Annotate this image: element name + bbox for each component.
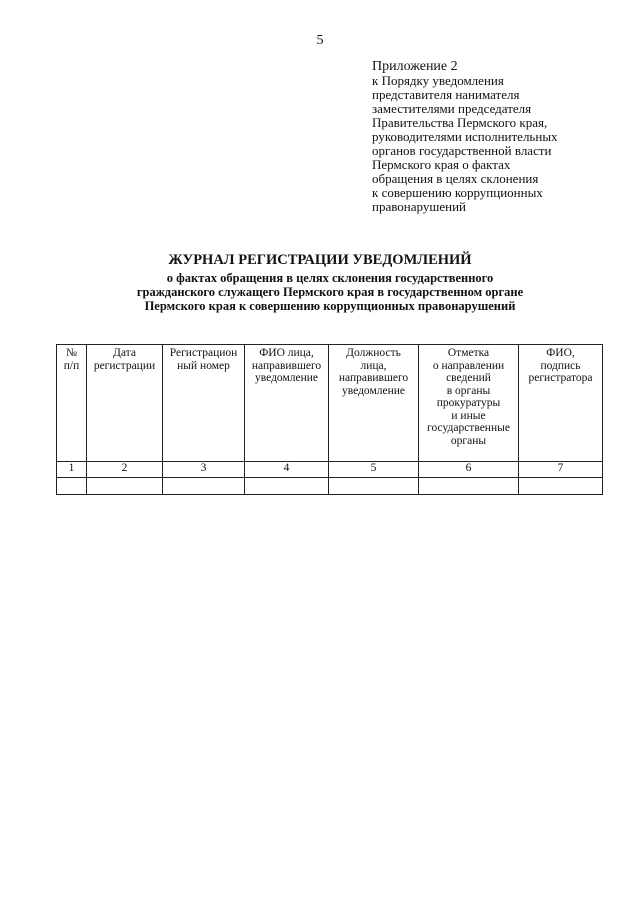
empty-cell: [57, 478, 87, 495]
journal-table: [56, 344, 603, 495]
appendix-line: обращения в целях склонения: [372, 171, 539, 186]
header-label: ФИО, подпись регистратора: [528, 347, 593, 384]
column-number-cell: 7: [519, 462, 603, 478]
appendix-title: Приложение 2: [372, 59, 458, 74]
header-label: ФИО лица, направившего уведомление: [251, 347, 322, 384]
table-row: [57, 478, 603, 495]
header-label: Регистрацион ный номер: [169, 347, 238, 372]
column-number-cell: 5: [329, 462, 419, 478]
header-label: Должность лица, направившего уведомление: [338, 347, 409, 397]
appendix-line: Правительства Пермского края,: [372, 115, 548, 130]
column-number-cell: 2: [87, 462, 163, 478]
appendix-line: к Порядку уведомления: [372, 73, 504, 88]
header-cell-registrar: [519, 345, 603, 462]
appendix-line: представителя нанимателя: [372, 87, 520, 102]
document-title: ЖУРНАЛ РЕГИСТРАЦИИ УВЕДОМЛЕНИЙ: [168, 252, 472, 268]
header-cell-sender-position: [329, 345, 419, 462]
column-number-cell: 1: [57, 462, 87, 478]
appendix-line: правонарушений: [372, 199, 466, 214]
appendix-line: органов государственной власти: [372, 143, 552, 158]
empty-cell: [245, 478, 329, 495]
appendix-line: руководителями исполнительных: [372, 129, 558, 144]
empty-cell: [329, 478, 419, 495]
header-cell-date: [87, 345, 163, 462]
column-number-cell: 6: [419, 462, 519, 478]
header-label: № п/п: [63, 347, 80, 372]
appendix-line: заместителями председателя: [372, 101, 532, 116]
subtitle-line: о фактах обращения в целях склонения государственного: [166, 271, 494, 285]
column-number-cell: 3: [163, 462, 245, 478]
table-row: [57, 462, 603, 478]
empty-cell: [163, 478, 245, 495]
header-cell-number: [57, 345, 87, 462]
appendix-line: к совершению коррупционных: [372, 185, 543, 200]
empty-cell: [87, 478, 163, 495]
document-subtitle: [60, 271, 600, 313]
table-header-row: [57, 345, 603, 462]
empty-cell: [519, 478, 603, 495]
header-cell-sender-name: [245, 345, 329, 462]
header-label: Отметка о направлении сведений в органы прокуратуры и иные государственные органы: [427, 347, 510, 447]
subtitle-line: Пермского края к совершению коррупционных правонарушений: [144, 299, 516, 313]
header-cell-reg-number: [163, 345, 245, 462]
empty-cell: [419, 478, 519, 495]
header-label: Дата регистрации: [93, 347, 156, 372]
header-cell-forwarding-mark: [419, 345, 519, 462]
subtitle-line: гражданского служащего Пермского края в государственном органе: [136, 285, 524, 299]
column-number-cell: 4: [245, 462, 329, 478]
appendix-block: [372, 60, 622, 214]
page-number: 5: [316, 33, 324, 48]
appendix-line: Пермского края о фактах: [372, 157, 511, 172]
